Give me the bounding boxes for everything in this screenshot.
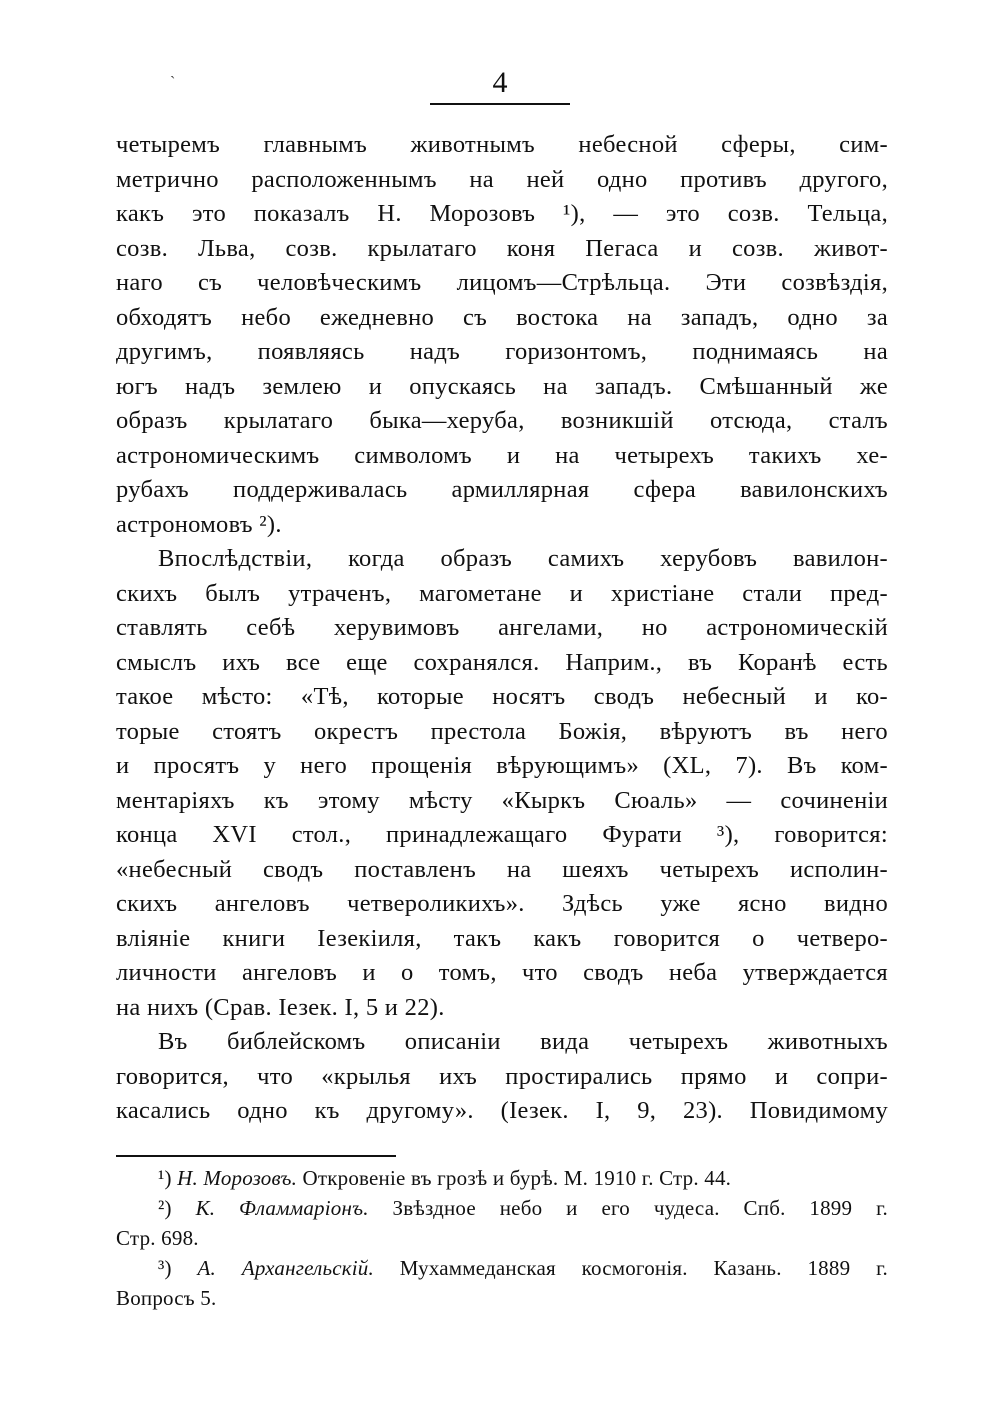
footnote-line: Вопросъ 5. [116, 1286, 217, 1310]
text-line: рубахъ поддерживалась армиллярная сфера вавилонскихъ [116, 476, 888, 503]
text-line: какъ это показалъ Н. Морозовъ ¹), — это созв. Тельца, [116, 200, 888, 227]
text-line: Впослѣдствіи, когда образъ самихъ херубовъ вавилон- [158, 545, 888, 572]
footnote-text: Звѣздное небо и его чудеса. Спб. 1899 г. [392, 1196, 888, 1220]
text-line: «небесный сводъ поставленъ на шеяхъ четырехъ исполин- [116, 855, 888, 883]
text-line: четыремъ главнымъ животнымъ небесной сферы, сим- [116, 131, 888, 158]
footnote-line [116, 1193, 888, 1223]
footnote-3 [116, 1253, 888, 1313]
footnote-2 [116, 1193, 888, 1253]
text-line: и просятъ у него прощенія вѣрующимъ» (XL, 7). Въ ком- [116, 752, 888, 779]
footnote-text: Откровеніе въ грозѣ и бурѣ. М. 1910 г. Стр. 44. [302, 1166, 732, 1190]
text-line: ментаріяхъ къ этому мѣсту «Кыркъ Сюаль» — сочиненіи [116, 786, 888, 814]
footnote-marker: ³) [158, 1256, 172, 1280]
text-line: вліяніе книги Іезекіиля, такъ какъ говорится о четверо- [116, 924, 888, 952]
text-line: скихъ былъ утраченъ, магометане и христіане стали пред- [116, 579, 888, 607]
footnote-author: К. Фламмаріонъ. [195, 1196, 369, 1220]
text-line: смыслъ ихъ все еще сохранялся. Наприм., въ Коранѣ есть [116, 648, 888, 676]
footnotes [116, 1163, 888, 1313]
paragraph-3 [116, 1025, 888, 1129]
page-number-rule [430, 103, 570, 105]
text-line: другимъ, появляясь надъ горизонтомъ, поднимаясь на [116, 338, 888, 365]
text-line: наго съ человѣческимъ лицомъ—Стрѣльца. Эти созвѣздія, [116, 269, 888, 296]
text-line: торые стоятъ окрестъ престола Божія, вѣруютъ въ него [116, 717, 888, 745]
footnote-marker: ²) [158, 1196, 172, 1220]
text-line: астрономическимъ символомъ и на четырехъ такихъ хе- [116, 441, 888, 469]
text-line: югъ надъ землею и опускаясь на западъ. Смѣшанный же [116, 372, 888, 400]
paragraph-1 [116, 128, 888, 542]
text-line: конца XVI стол., принадлежащаго Фурати ³), говорится: [116, 821, 888, 848]
text-line: созв. Льва, созв. крылатаго коня Пегаса и созв. живот- [116, 234, 888, 262]
body-text [116, 128, 888, 1129]
text-line: астрономовъ ²). [116, 510, 282, 538]
footnote-marker: ¹) [158, 1166, 172, 1190]
text-line: скихъ ангеловъ четвероликихъ». Здѣсь уже ясно видно [116, 890, 888, 917]
footnote-separator-rule [116, 1155, 396, 1157]
text-line: касались одно къ другому». (Іезек. I, 9, 23). Повидимому [116, 1097, 888, 1124]
footnote-text: Мухаммеданская космогонія. Казань. 1889 г. [399, 1256, 889, 1280]
text-line: образъ крылатаго быка—херуба, возникшій отсюда, сталъ [116, 407, 888, 434]
text-line: метрично расположеннымъ на ней одно противъ другого, [116, 165, 888, 193]
footnote-1 [116, 1163, 888, 1193]
text-line: такое мѣсто: «Тѣ, которые носятъ сводъ небесный и ко- [116, 683, 888, 710]
paragraph-2 [116, 542, 888, 1025]
text-line: обходятъ небо ежедневно съ востока на западъ, одно за [116, 303, 888, 331]
footnote-line [116, 1163, 888, 1193]
text-line: личности ангеловъ и о томъ, что сводъ неба утверждается [116, 959, 888, 986]
page-number: 4 [492, 66, 508, 99]
footnote-line [116, 1253, 888, 1283]
footnote-line: Стр. 698. [116, 1226, 199, 1250]
text-line: Въ библейскомъ описаніи вида четырехъ животныхъ [158, 1028, 888, 1055]
footnote-author: А. Архангельскій. [197, 1256, 374, 1280]
text-line: ставлять себѣ херувимовъ ангелами, но астрономическій [116, 614, 888, 641]
scan-speck-mark: ˋ [170, 74, 176, 91]
footnote-author: Н. Морозовъ. [177, 1166, 298, 1190]
text-line: говорится, что «крылья ихъ простирались прямо и сопри- [116, 1062, 888, 1090]
text-line: на нихъ (Срав. Іезек. I, 5 и 22). [116, 993, 445, 1021]
